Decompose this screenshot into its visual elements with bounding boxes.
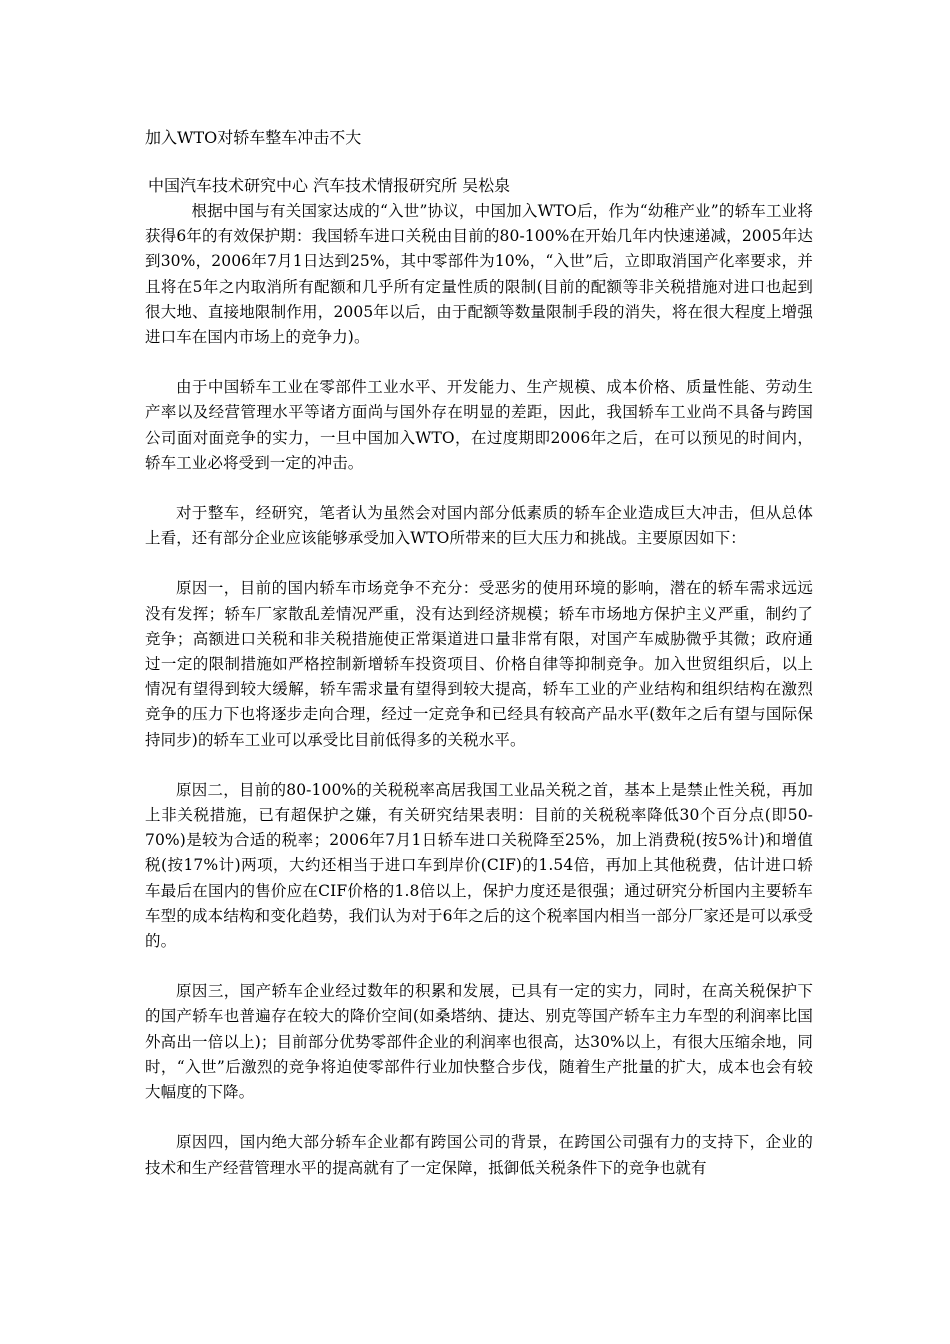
- paragraph-gap: [145, 350, 813, 375]
- paragraph-reason-two: 原因二，目前的80-100%的关税税率高居我国工业品关税之首，基本上是禁止性关税，再加上非关税措施，已有超保护之嫌，有关研究结果表明：目前的关税税率降低30个百分点(即50-70%)是较为合适的税率；2006年7月1日轿车进口关税降至25%，加上消费税(按5%计)和增值税(按17%计)两项，大约还相当于进口车到岸价(CIF)的1.54倍，再加上其他税费，估计进口轿车最后在国内的售价应在CIF价格的1.8倍以上，保护力度还是很强；通过研究分析国内主要轿车车型的成本结构和变化趋势，我们认为对于6年之后的这个税率国内相当一部分厂家还是可以承受的。: [145, 780, 813, 951]
- document-author: 中国汽车技术研究中心 汽车技术情报研究所 吴松泉: [148, 176, 511, 195]
- paragraph-reason-one: 原因一，目前的国内轿车市场竞争不充分：受恶劣的使用环境的影响，潜在的轿车需求远远没有发挥；轿车厂家散乱差情况严重，没有达到经济规模；轿车市场地方保护主义严重，制约了竞争；高额进口关税和非关税措施使正常渠道进口量非常有限，对国产车威胁微乎其微；政府通过一定的限制措施如严格控制新增轿车投资项目、价格自律等抑制竞争。加入世贸组织后，以上情况有望得到较大缓解，轿车需求量有望得到较大提高，轿车工业的产业结构和组织结构在激烈竞争的压力下也将逐步走向合理，经过一定竞争和已经具有较高产品水平(数年之后有望与国际保持同步)的轿车工业可以承受比目前低得多的关税水平。: [145, 579, 813, 749]
- paragraph-gap: [145, 476, 813, 501]
- document-title: 加入WTO对轿车整车冲击不大: [145, 128, 362, 147]
- paragraph-gap: [145, 753, 813, 778]
- paragraph-overview: 对于整车，经研究，笔者认为虽然会对国内部分低素质的轿车企业造成巨大冲击，但从总体上看，还有部分企业应该能够承受加入WTO所带来的巨大压力和挑战。主要原因如下：: [145, 504, 813, 548]
- paragraph-gap-analysis: 由于中国轿车工业在零部件工业水平、开发能力、生产规模、成本价格、质量性能、劳动生产率以及经营管理水平等诸方面尚与国外存在明显的差距，因此，我国轿车工业尚不具备与跨国公司面对面竞争的实力，一旦中国加入WTO，在过度期即2006年之后，在可以预见的时间内，轿车工业必将受到一定的冲击。: [145, 378, 813, 472]
- paragraph-gap: [145, 551, 813, 576]
- paragraph-gap: [145, 1105, 813, 1130]
- paragraph-intro: 根据中国与有关国家达成的“入世”协议，中国加入WTO后，作为“幼稚产业”的轿车工业将获得6年的有效保护期：我国轿车进口关税由目前的80-100%在开始几年内快速递减，2005年达到30%，2006年7月1日达到25%，其中零部件为10%，“入世”后，立即取消国产化率要求，并且将在5年之内取消所有配额和几乎所有定量性质的限制(目前的配额等非关税措施对进口也起到很大地、直接地限制作用，2005年以后，由于配额等数量限制手段的消失，将在很大程度上增强进口车在国内市场上的竞争力)。: [145, 202, 813, 347]
- paragraph-reason-four: 原因四，国内绝大部分轿车企业都有跨国公司的背景，在跨国公司强有力的支持下，企业的技术和生产经营管理水平的提高就有了一定保障，抵御低关税条件下的竞争也就有: [145, 1133, 813, 1177]
- document-body: [145, 199, 813, 1181]
- paragraph-gap: [145, 954, 813, 979]
- paragraph-reason-three: 原因三，国产轿车企业经过数年的积累和发展，已具有一定的实力，同时，在高关税保护下的国产轿车也普遍存在较大的降价空间(如桑塔纳、捷达、别克等国产轿车主力车型的利润率比国外高出一倍以上)；目前部分优势零部件企业的利润率也很高，达30%以上，有很大压缩余地，同时，“入世”后激烈的竞争将迫使零部件行业加快整合步伐，随着生产批量的扩大，成本也会有较大幅度的下降。: [145, 982, 813, 1102]
